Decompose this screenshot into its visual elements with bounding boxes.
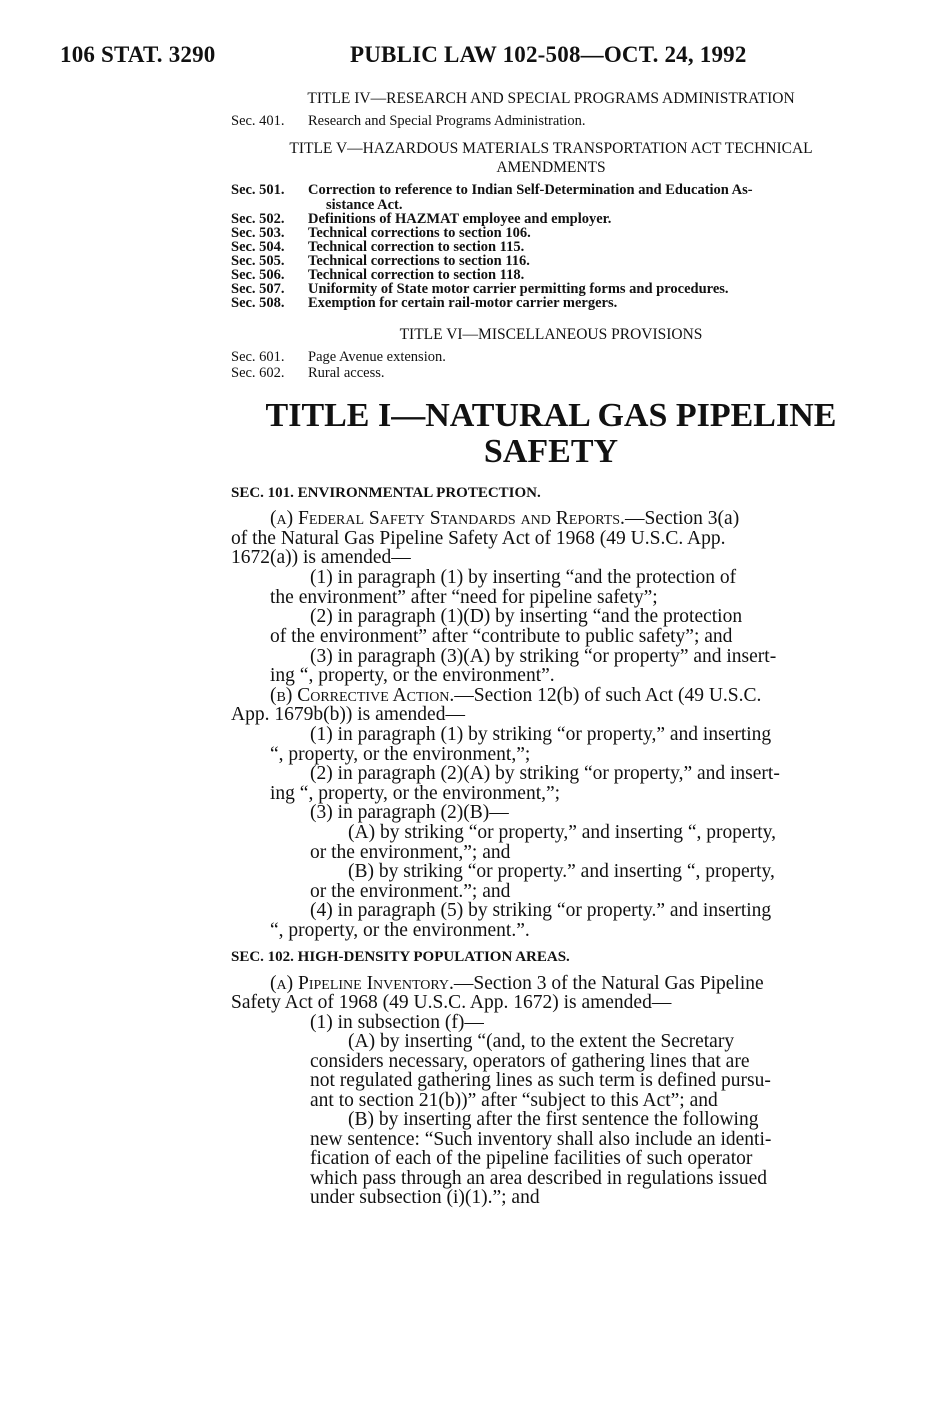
- body-line: under subsection (i)(1).”; and: [310, 1187, 540, 1208]
- sec102-a-lead: [270, 974, 764, 994]
- toc-entry-508: [231, 296, 617, 311]
- body-line: “, property, or the environment,”;: [270, 744, 531, 765]
- body-line: (A) by striking “or property,” and inserting “, property,: [348, 822, 776, 843]
- body-line: fication of each of the pipeline facilities of such operator: [310, 1148, 753, 1169]
- body-line: (1) in paragraph (1) by striking “or property,” and inserting: [310, 724, 772, 745]
- toc-entry-401: [231, 114, 585, 129]
- toc-sec-number: Sec. 503.: [231, 225, 285, 241]
- body-line: of the Natural Gas Pipeline Safety Act of 1968 (49 U.S.C. App.: [231, 528, 726, 549]
- toc-sec-text: Page Avenue extension.: [308, 349, 446, 365]
- body-line: “, property, or the environment.”.: [270, 920, 530, 941]
- body-line: App. 1679b(b)) is amended—: [231, 704, 465, 725]
- toc-sec-number: Sec. 505.: [231, 253, 285, 269]
- toc-entry-601: [231, 350, 446, 365]
- main-title-line1: TITLE I—NATURAL GAS PIPELINE: [265, 397, 837, 434]
- body-line: ing “, property, or the environment”.: [270, 665, 555, 686]
- body-line: (A) by inserting “(and, to the extent the Secretary: [348, 1031, 735, 1052]
- toc-sec-text: Definitions of HAZMAT employee and employer.: [308, 211, 612, 227]
- subsection-text: —Section 12(b) of such Act (49 U.S.C.: [454, 685, 762, 706]
- body-line: considers necessary, operators of gathering lines that are: [310, 1051, 750, 1072]
- toc-sec-number: Sec. 508.: [231, 295, 285, 311]
- subsection-heading: (b) Corrective Action.: [270, 685, 455, 706]
- toc-sec-number: Sec. 504.: [231, 239, 285, 255]
- toc-sec-number: Sec. 506.: [231, 267, 285, 283]
- page-number-header: 106 STAT. 3290: [60, 42, 216, 67]
- public-law-header: PUBLIC LAW 102-508—OCT. 24, 1992: [350, 42, 747, 67]
- toc-sec-number: Sec. 401.: [231, 113, 285, 129]
- toc-sec-text: Uniformity of State motor carrier permitting forms and procedures.: [308, 281, 729, 297]
- toc-entry-501-cont: sistance Act.: [326, 197, 403, 213]
- toc-sec-number: Sec. 502.: [231, 211, 285, 227]
- body-line: 1672(a)) is amended—: [231, 547, 411, 568]
- toc-sec-text: Correction to reference to Indian Self-Determination and Education As-: [308, 182, 753, 198]
- body-line: (2) in paragraph (2)(A) by striking “or property,” and insert-: [310, 763, 780, 784]
- body-line: new sentence: “Such inventory shall also include an identi-: [310, 1129, 772, 1150]
- toc-sec-number: Sec. 602.: [231, 365, 285, 381]
- body-line: (4) in paragraph (5) by striking “or property.” and inserting: [310, 900, 772, 921]
- toc-entry-501: [231, 183, 753, 198]
- toc-title-vi: TITLE VI—MISCELLANEOUS PROVISIONS: [399, 326, 703, 343]
- section-101-heading: SEC. 101. ENVIRONMENTAL PROTECTION.: [231, 485, 541, 501]
- body-line: Safety Act of 1968 (49 U.S.C. App. 1672) is amended—: [231, 992, 672, 1013]
- sec101-b-lead: [270, 686, 761, 706]
- toc-title-v-line2: AMENDMENTS: [496, 159, 606, 176]
- body-line: the environment” after “need for pipeline safety”;: [270, 587, 658, 608]
- subsection-heading: (a) Federal Safety Standards and Reports.: [270, 508, 625, 529]
- body-line: of the environment” after “contribute to public safety”; and: [270, 626, 733, 647]
- toc-sec-text: Research and Special Programs Administration.: [308, 113, 586, 129]
- section-102-heading: SEC. 102. HIGH-DENSITY POPULATION AREAS.: [231, 949, 570, 965]
- body-line: or the environment,”; and: [310, 842, 511, 863]
- main-title-line2: SAFETY: [483, 433, 619, 470]
- toc-sec-number: Sec. 601.: [231, 349, 285, 365]
- toc-sec-text: Technical corrections to section 116.: [308, 253, 530, 269]
- body-line: ing “, property, or the environment,”;: [270, 783, 561, 804]
- toc-sec-text: Exemption for certain rail-motor carrier mergers.: [308, 295, 618, 311]
- body-line: which pass through an area described in regulations issued: [310, 1168, 768, 1189]
- body-line: or the environment.”; and: [310, 881, 511, 902]
- toc-sec-text: Technical correction to section 115.: [308, 239, 525, 255]
- body-line: not regulated gathering lines as such term is defined pursu-: [310, 1070, 771, 1091]
- toc-sec-text: Rural access.: [308, 365, 385, 381]
- body-line: (B) by inserting after the first sentence the following: [348, 1109, 759, 1130]
- toc-entry-602: [231, 366, 385, 381]
- body-line: (1) in paragraph (1) by inserting “and the protection of: [310, 567, 737, 588]
- toc-title-iv: TITLE IV—RESEARCH AND SPECIAL PROGRAMS ADMINISTRATION: [307, 90, 795, 107]
- subsection-text: —Section 3 of the Natural Gas Pipeline: [453, 973, 764, 994]
- body-line: (2) in paragraph (1)(D) by inserting “and the protection: [310, 606, 743, 627]
- toc-sec-text: Technical corrections to section 106.: [308, 225, 531, 241]
- body-line: (1) in subsection (f)—: [310, 1012, 484, 1033]
- toc-sec-number: Sec. 501.: [231, 182, 285, 198]
- body-line: (3) in paragraph (2)(B)—: [310, 802, 509, 823]
- sec101-a-lead: [270, 509, 739, 529]
- toc-title-v-line1: TITLE V—HAZARDOUS MATERIALS TRANSPORTATION ACT TECHNICAL: [289, 140, 813, 157]
- toc-sec-text: Technical correction to section 118.: [308, 267, 525, 283]
- body-line: ant to section 21(b))” after “subject to this Act”; and: [310, 1090, 718, 1111]
- body-line: (B) by striking “or property.” and inserting “, property,: [348, 861, 775, 882]
- toc-sec-number: Sec. 507.: [231, 281, 285, 297]
- subsection-text: —Section 3(a): [624, 508, 740, 529]
- subsection-heading: (a) Pipeline Inventory.: [270, 973, 454, 994]
- body-line: (3) in paragraph (3)(A) by striking “or property” and insert-: [310, 646, 777, 667]
